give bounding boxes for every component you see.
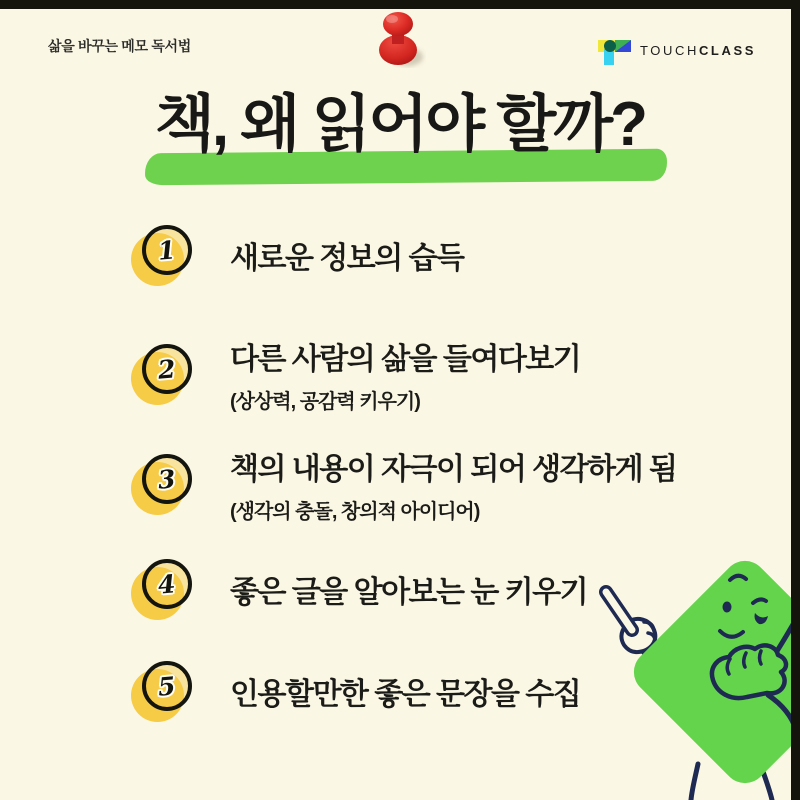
- badge-ring: [142, 454, 192, 504]
- number-badge-1: [131, 224, 193, 286]
- badge-number: 1: [157, 234, 177, 266]
- list-item-text: 책의 내용이 자극이 되어 생각하게 됨: [230, 453, 677, 486]
- list-item-text: 다른 사람의 삶을 들여다보기: [230, 343, 581, 376]
- badge-number: 5: [157, 670, 177, 702]
- list-item-1: [131, 224, 464, 286]
- number-badge-5: [131, 660, 193, 722]
- badge-number: 2: [157, 353, 177, 385]
- right-border: [791, 0, 800, 800]
- list-item-5: [131, 660, 580, 722]
- list-item-3: [131, 444, 676, 524]
- top-border: [0, 0, 800, 9]
- green-diamond-character-icon: [550, 530, 800, 800]
- number-badge-4: [131, 558, 193, 620]
- badge-ring: [142, 661, 192, 711]
- page-title: 책, 왜 읽어야 할까?: [154, 90, 646, 159]
- touchclass-logo: [597, 36, 756, 71]
- badge-number: 3: [157, 463, 177, 495]
- badge-ring: [142, 559, 192, 609]
- list-item-text: 새로운 정보의 습득: [230, 242, 464, 275]
- list-item-text: 인용할만한 좋은 문장을 수집: [230, 678, 581, 711]
- list-item-4: [131, 558, 587, 620]
- list-item-subtext: (상상력, 공감력 키우기): [230, 391, 420, 413]
- list-item-text: 좋은 글을 알아보는 눈 키우기: [230, 576, 588, 609]
- number-badge-3: [131, 453, 193, 515]
- badge-ring: [142, 225, 192, 275]
- badge-number: 4: [157, 568, 177, 600]
- badge-ring: [142, 344, 192, 394]
- number-badge-2: [131, 343, 193, 405]
- touchclass-logo-icon: [597, 36, 633, 71]
- logo-class-label: CLASS: [698, 43, 756, 58]
- list-item-subtext: (생각의 충돌, 창의적 아이디어): [230, 501, 480, 523]
- logo-touch-label: TOUCH: [639, 43, 699, 58]
- pushpin-icon: [374, 10, 426, 77]
- tagline: 삶을 바꾸는 메모 독서법: [48, 38, 192, 54]
- list-item-2: [131, 334, 580, 414]
- touchclass-logo-text: [640, 36, 756, 66]
